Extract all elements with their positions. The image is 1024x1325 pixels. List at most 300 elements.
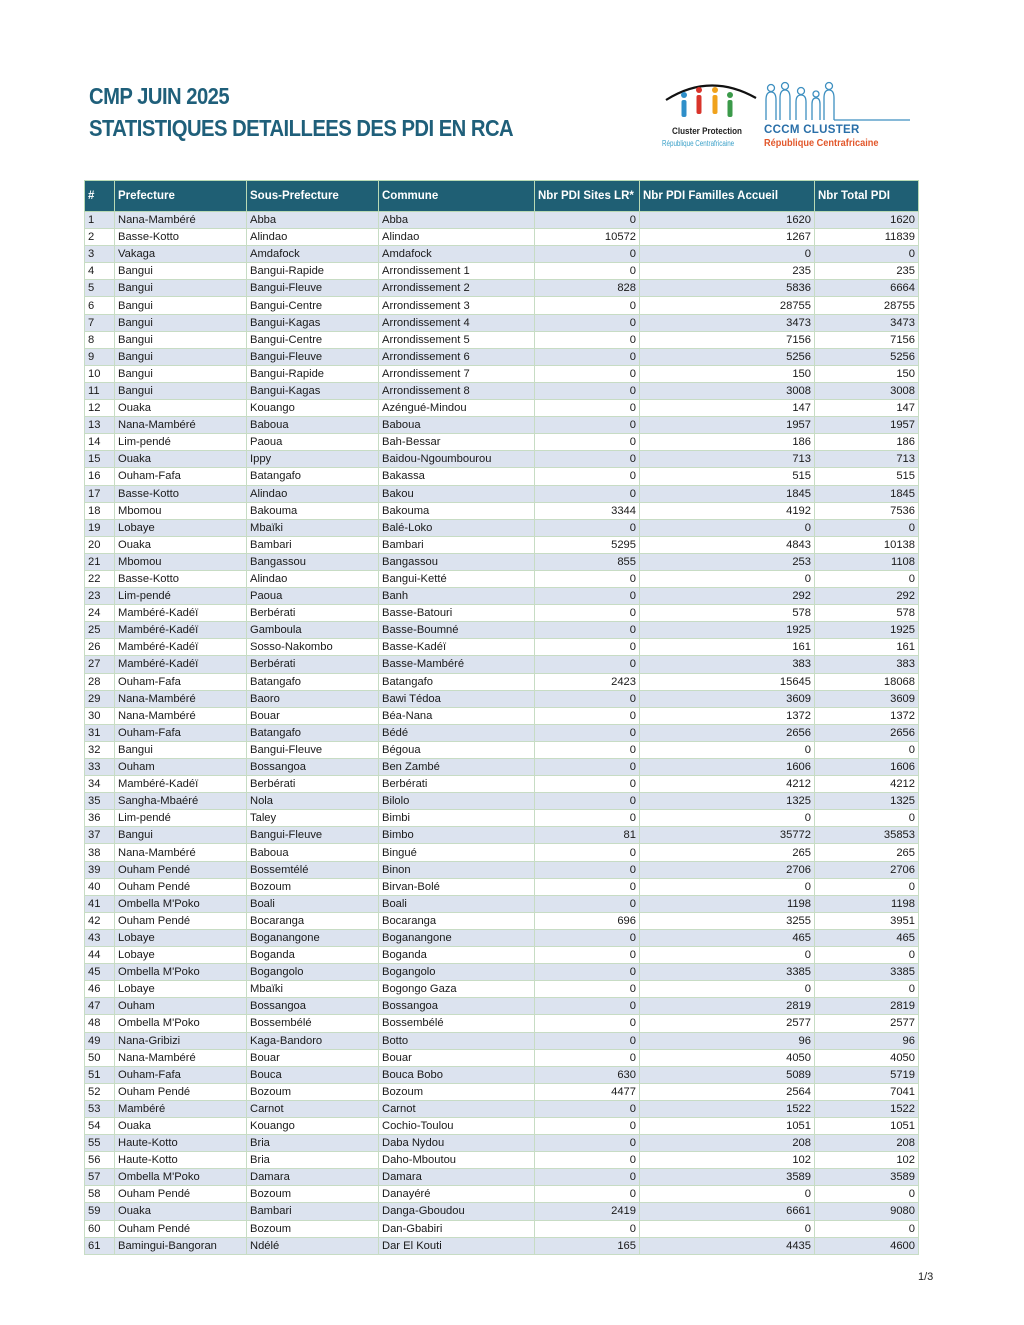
cell-sous-prefecture: Bocaranga <box>247 912 379 929</box>
table-row <box>85 536 919 553</box>
cell-index: 42 <box>85 912 115 929</box>
cell-commune: Danayéré <box>379 1186 535 1203</box>
cell-familles-accueil: 28755 <box>640 297 815 314</box>
cell-prefecture: Bangui <box>115 348 247 365</box>
cell-commune: Bozoum <box>379 1083 535 1100</box>
cell-sites-lr: 0 <box>535 878 640 895</box>
cell-commune: Daho-Mboutou <box>379 1152 535 1169</box>
table-row <box>85 553 919 570</box>
cell-familles-accueil: 3589 <box>640 1169 815 1186</box>
cell-prefecture: Lim-pendé <box>115 810 247 827</box>
cell-prefecture: Ouham Pendé <box>115 912 247 929</box>
cell-index: 19 <box>85 519 115 536</box>
cell-commune: Bossembélé <box>379 1015 535 1032</box>
table-row <box>85 724 919 741</box>
table-body <box>85 212 919 1255</box>
cell-commune: Damara <box>379 1169 535 1186</box>
cell-sites-lr: 0 <box>535 519 640 536</box>
table-row <box>85 878 919 895</box>
cell-familles-accueil: 0 <box>640 741 815 758</box>
partner-logos <box>662 78 912 156</box>
cccm-cluster-subtitle: République Centrafricaine <box>764 138 879 149</box>
table-row <box>85 776 919 793</box>
table-row <box>85 707 919 724</box>
cell-sous-prefecture: Boali <box>247 895 379 912</box>
table-row <box>85 502 919 519</box>
cell-sous-prefecture: Bria <box>247 1135 379 1152</box>
cell-commune: Béa-Nana <box>379 707 535 724</box>
cell-sites-lr: 0 <box>535 246 640 263</box>
cell-sous-prefecture: Bangui-Fleuve <box>247 741 379 758</box>
cell-familles-accueil: 1925 <box>640 622 815 639</box>
cell-index: 40 <box>85 878 115 895</box>
table-row <box>85 434 919 451</box>
cell-index: 16 <box>85 468 115 485</box>
cell-index: 47 <box>85 998 115 1015</box>
cell-familles-accueil: 15645 <box>640 673 815 690</box>
cell-prefecture: Mambéré-Kadéï <box>115 776 247 793</box>
cell-total-pdi: 0 <box>815 1186 919 1203</box>
table-row <box>85 1169 919 1186</box>
cell-familles-accueil: 0 <box>640 878 815 895</box>
report-subtitle: STATISTIQUES DETAILLEES DES PDI EN RCA <box>89 115 514 141</box>
cell-familles-accueil: 3255 <box>640 912 815 929</box>
cell-total-pdi: 515 <box>815 468 919 485</box>
cell-commune: Banh <box>379 588 535 605</box>
cell-sites-lr: 0 <box>535 1135 640 1152</box>
cell-total-pdi: 3951 <box>815 912 919 929</box>
cell-sites-lr: 0 <box>535 622 640 639</box>
cell-prefecture: Mambéré-Kadéï <box>115 622 247 639</box>
cell-commune: Carnot <box>379 1100 535 1117</box>
cell-total-pdi: 1198 <box>815 895 919 912</box>
column-header-sites-lr: Nbr PDI Sites LR* <box>535 181 640 212</box>
cell-familles-accueil: 1845 <box>640 485 815 502</box>
cell-index: 59 <box>85 1203 115 1220</box>
cell-sites-lr: 0 <box>535 741 640 758</box>
cell-sous-prefecture: Bambari <box>247 536 379 553</box>
cell-commune: Bangui-Ketté <box>379 570 535 587</box>
table-row <box>85 485 919 502</box>
cell-familles-accueil: 1620 <box>640 212 815 229</box>
cell-familles-accueil: 35772 <box>640 827 815 844</box>
report-title-block <box>89 80 571 144</box>
cell-sites-lr: 0 <box>535 707 640 724</box>
cell-sous-prefecture: Nola <box>247 793 379 810</box>
cell-sites-lr: 0 <box>535 998 640 1015</box>
cell-familles-accueil: 1957 <box>640 417 815 434</box>
cell-index: 34 <box>85 776 115 793</box>
cell-familles-accueil: 465 <box>640 929 815 946</box>
table-row <box>85 622 919 639</box>
report-title: CMP JUIN 2025 <box>89 83 230 109</box>
table-row <box>85 1135 919 1152</box>
cell-prefecture: Ouaka <box>115 536 247 553</box>
cell-sites-lr: 0 <box>535 1186 640 1203</box>
cell-commune: Cochio-Toulou <box>379 1117 535 1134</box>
cell-total-pdi: 5256 <box>815 348 919 365</box>
cell-sites-lr: 0 <box>535 400 640 417</box>
cell-sous-prefecture: Batangafo <box>247 468 379 485</box>
cell-familles-accueil: 0 <box>640 947 815 964</box>
cell-prefecture: Lim-pendé <box>115 434 247 451</box>
cell-prefecture: Bangui <box>115 365 247 382</box>
table-row <box>85 605 919 622</box>
cell-index: 45 <box>85 964 115 981</box>
cell-commune: Bouar <box>379 1049 535 1066</box>
cell-index: 17 <box>85 485 115 502</box>
table-row <box>85 827 919 844</box>
cell-sites-lr: 10572 <box>535 229 640 246</box>
table-row <box>85 400 919 417</box>
table-row <box>85 639 919 656</box>
cell-commune: Bogongo Gaza <box>379 981 535 998</box>
cell-prefecture: Ouham Pendé <box>115 878 247 895</box>
cell-familles-accueil: 4435 <box>640 1237 815 1254</box>
cell-familles-accueil: 150 <box>640 365 815 382</box>
cell-prefecture: Bangui <box>115 741 247 758</box>
cell-sites-lr: 0 <box>535 212 640 229</box>
cell-sous-prefecture: Bossemtélé <box>247 861 379 878</box>
table-row <box>85 297 919 314</box>
cell-sous-prefecture: Bouar <box>247 1049 379 1066</box>
cell-index: 50 <box>85 1049 115 1066</box>
table-row <box>85 929 919 946</box>
cell-sous-prefecture: Bangui-Kagas <box>247 382 379 399</box>
cell-sites-lr: 630 <box>535 1066 640 1083</box>
cell-familles-accueil: 4843 <box>640 536 815 553</box>
cell-sites-lr: 0 <box>535 331 640 348</box>
cell-prefecture: Mambéré <box>115 1100 247 1117</box>
column-header-total-pdi: Nbr Total PDI <box>815 181 919 212</box>
cell-sous-prefecture: Damara <box>247 1169 379 1186</box>
cell-sous-prefecture: Mbaïki <box>247 981 379 998</box>
cell-sous-prefecture: Bozoum <box>247 878 379 895</box>
cell-total-pdi: 0 <box>815 878 919 895</box>
cell-commune: Basse-Batouri <box>379 605 535 622</box>
cell-index: 52 <box>85 1083 115 1100</box>
cell-sites-lr: 0 <box>535 947 640 964</box>
cell-familles-accueil: 713 <box>640 451 815 468</box>
cell-sous-prefecture: Bria <box>247 1152 379 1169</box>
cell-total-pdi: 6664 <box>815 280 919 297</box>
cell-sites-lr: 0 <box>535 588 640 605</box>
cell-sites-lr: 0 <box>535 964 640 981</box>
cell-index: 44 <box>85 947 115 964</box>
cell-prefecture: Ouaka <box>115 451 247 468</box>
cell-sites-lr: 2419 <box>535 1203 640 1220</box>
cell-index: 20 <box>85 536 115 553</box>
cccm-cluster-name: CCCM CLUSTER <box>764 124 860 136</box>
cell-familles-accueil: 2656 <box>640 724 815 741</box>
cell-total-pdi: 150 <box>815 365 919 382</box>
cell-commune: Arrondissement 6 <box>379 348 535 365</box>
cell-commune: Arrondissement 4 <box>379 314 535 331</box>
cell-commune: Arrondissement 2 <box>379 280 535 297</box>
table-row <box>85 1049 919 1066</box>
cell-familles-accueil: 3609 <box>640 690 815 707</box>
table-row <box>85 947 919 964</box>
cell-prefecture: Bangui <box>115 297 247 314</box>
table-row <box>85 348 919 365</box>
cell-sous-prefecture: Bangassou <box>247 553 379 570</box>
cell-index: 6 <box>85 297 115 314</box>
table-row <box>85 314 919 331</box>
cell-sites-lr: 0 <box>535 314 640 331</box>
cell-total-pdi: 11839 <box>815 229 919 246</box>
cell-sous-prefecture: Paoua <box>247 588 379 605</box>
cell-index: 18 <box>85 502 115 519</box>
cell-prefecture: Ouham <box>115 759 247 776</box>
cell-sites-lr: 0 <box>535 451 640 468</box>
cell-familles-accueil: 292 <box>640 588 815 605</box>
cell-index: 2 <box>85 229 115 246</box>
cell-index: 31 <box>85 724 115 741</box>
cell-prefecture: Ouham Pendé <box>115 1083 247 1100</box>
cell-sites-lr: 5295 <box>535 536 640 553</box>
cell-commune: Boali <box>379 895 535 912</box>
table-row <box>85 1117 919 1134</box>
cell-total-pdi: 1372 <box>815 707 919 724</box>
cell-index: 7 <box>85 314 115 331</box>
cell-sous-prefecture: Bangui-Centre <box>247 331 379 348</box>
cell-sous-prefecture: Baoro <box>247 690 379 707</box>
cell-total-pdi: 5719 <box>815 1066 919 1083</box>
cell-index: 55 <box>85 1135 115 1152</box>
cell-index: 13 <box>85 417 115 434</box>
cell-familles-accueil: 186 <box>640 434 815 451</box>
cell-prefecture: Haute-Kotto <box>115 1135 247 1152</box>
cell-index: 60 <box>85 1220 115 1237</box>
cell-prefecture: Nana-Mambéré <box>115 707 247 724</box>
cell-familles-accueil: 161 <box>640 639 815 656</box>
cell-sous-prefecture: Bozoum <box>247 1083 379 1100</box>
cell-prefecture: Lim-pendé <box>115 588 247 605</box>
table-row <box>85 246 919 263</box>
cell-familles-accueil: 2577 <box>640 1015 815 1032</box>
table-row <box>85 1237 919 1254</box>
cell-familles-accueil: 96 <box>640 1032 815 1049</box>
cell-prefecture: Sangha-Mbaéré <box>115 793 247 810</box>
cell-sous-prefecture: Bangui-Fleuve <box>247 348 379 365</box>
cell-sous-prefecture: Carnot <box>247 1100 379 1117</box>
cell-commune: Bégoua <box>379 741 535 758</box>
cell-index: 58 <box>85 1186 115 1203</box>
cell-commune: Amdafock <box>379 246 535 263</box>
cell-sites-lr: 0 <box>535 793 640 810</box>
cell-total-pdi: 7041 <box>815 1083 919 1100</box>
table-row <box>85 451 919 468</box>
cell-total-pdi: 235 <box>815 263 919 280</box>
cell-familles-accueil: 5256 <box>640 348 815 365</box>
cell-sous-prefecture: Bambari <box>247 1203 379 1220</box>
cell-total-pdi: 0 <box>815 741 919 758</box>
cell-sous-prefecture: Bogangolo <box>247 964 379 981</box>
table-row <box>85 810 919 827</box>
cell-prefecture: Basse-Kotto <box>115 229 247 246</box>
cell-commune: Arrondissement 1 <box>379 263 535 280</box>
cell-total-pdi: 2819 <box>815 998 919 1015</box>
cell-commune: Birvan-Bolé <box>379 878 535 895</box>
cell-prefecture: Bangui <box>115 263 247 280</box>
cell-sites-lr: 0 <box>535 1032 640 1049</box>
cell-total-pdi: 28755 <box>815 297 919 314</box>
cell-sous-prefecture: Bouca <box>247 1066 379 1083</box>
cell-familles-accueil: 147 <box>640 400 815 417</box>
cell-familles-accueil: 253 <box>640 553 815 570</box>
cell-index: 46 <box>85 981 115 998</box>
cell-sous-prefecture: Berbérati <box>247 656 379 673</box>
table-row <box>85 673 919 690</box>
cell-familles-accueil: 2564 <box>640 1083 815 1100</box>
cell-sous-prefecture: Abba <box>247 212 379 229</box>
cell-index: 36 <box>85 810 115 827</box>
cell-sous-prefecture: Sosso-Nakombo <box>247 639 379 656</box>
cluster-protection-subtitle: République Centrafricaine <box>662 139 735 148</box>
cell-sous-prefecture: Baboua <box>247 417 379 434</box>
cell-index: 25 <box>85 622 115 639</box>
cell-total-pdi: 3473 <box>815 314 919 331</box>
cell-index: 28 <box>85 673 115 690</box>
cell-sous-prefecture: Bossangoa <box>247 759 379 776</box>
cell-familles-accueil: 5836 <box>640 280 815 297</box>
cell-total-pdi: 1325 <box>815 793 919 810</box>
cell-commune: Boganda <box>379 947 535 964</box>
cell-familles-accueil: 7156 <box>640 331 815 348</box>
cell-familles-accueil: 0 <box>640 810 815 827</box>
cell-prefecture: Ouham-Fafa <box>115 724 247 741</box>
cell-commune: Alindao <box>379 229 535 246</box>
cell-index: 4 <box>85 263 115 280</box>
cell-index: 57 <box>85 1169 115 1186</box>
cell-commune: Balé-Loko <box>379 519 535 536</box>
cell-commune: Bilolo <box>379 793 535 810</box>
table-row <box>85 468 919 485</box>
cell-prefecture: Ouham Pendé <box>115 1186 247 1203</box>
cell-sites-lr: 165 <box>535 1237 640 1254</box>
cell-prefecture: Basse-Kotto <box>115 570 247 587</box>
table-row <box>85 1152 919 1169</box>
cell-prefecture: Mambéré-Kadéï <box>115 639 247 656</box>
table-row <box>85 981 919 998</box>
cell-index: 10 <box>85 365 115 382</box>
cell-commune: Boganangone <box>379 929 535 946</box>
table-row <box>85 793 919 810</box>
cell-familles-accueil: 265 <box>640 844 815 861</box>
cell-prefecture: Ouham Pendé <box>115 861 247 878</box>
cell-commune: Bah-Bessar <box>379 434 535 451</box>
cell-index: 32 <box>85 741 115 758</box>
table-row <box>85 1083 919 1100</box>
table-row <box>85 331 919 348</box>
cell-index: 15 <box>85 451 115 468</box>
table-row <box>85 212 919 229</box>
cell-index: 21 <box>85 553 115 570</box>
cell-commune: Bakassa <box>379 468 535 485</box>
cell-familles-accueil: 0 <box>640 570 815 587</box>
table-row <box>85 1015 919 1032</box>
cell-sous-prefecture: Bangui-Fleuve <box>247 280 379 297</box>
cell-sous-prefecture: Ndélé <box>247 1237 379 1254</box>
cell-index: 9 <box>85 348 115 365</box>
table-row <box>85 280 919 297</box>
cell-prefecture: Bangui <box>115 382 247 399</box>
cell-index: 37 <box>85 827 115 844</box>
table-row <box>85 588 919 605</box>
cell-familles-accueil: 0 <box>640 981 815 998</box>
cell-commune: Azéngué-Mindou <box>379 400 535 417</box>
cell-sites-lr: 0 <box>535 1220 640 1237</box>
cell-familles-accueil: 0 <box>640 519 815 536</box>
cell-commune: Bocaranga <box>379 912 535 929</box>
cluster-protection-name: Cluster Protection <box>672 126 743 137</box>
cell-commune: Dan-Gbabiri <box>379 1220 535 1237</box>
cell-commune: Basse-Kadéï <box>379 639 535 656</box>
table-row <box>85 861 919 878</box>
cell-sous-prefecture: Alindao <box>247 570 379 587</box>
cell-commune: Botto <box>379 1032 535 1049</box>
cell-total-pdi: 3385 <box>815 964 919 981</box>
table-row <box>85 365 919 382</box>
cell-commune: Basse-Mambéré <box>379 656 535 673</box>
cell-prefecture: Ombella M'Poko <box>115 1015 247 1032</box>
cell-total-pdi: 1925 <box>815 622 919 639</box>
table-row <box>85 690 919 707</box>
cell-index: 3 <box>85 246 115 263</box>
cell-index: 22 <box>85 570 115 587</box>
cell-commune: Bakouma <box>379 502 535 519</box>
page-number: 1/3 <box>918 1271 934 1283</box>
table-row <box>85 519 919 536</box>
cell-sites-lr: 0 <box>535 861 640 878</box>
pdi-statistics-table <box>84 180 919 1255</box>
cell-sous-prefecture: Bangui-Centre <box>247 297 379 314</box>
cell-total-pdi: 292 <box>815 588 919 605</box>
cell-sites-lr: 0 <box>535 929 640 946</box>
cell-prefecture: Bangui <box>115 280 247 297</box>
cell-sites-lr: 855 <box>535 553 640 570</box>
cell-index: 53 <box>85 1100 115 1117</box>
cell-total-pdi: 35853 <box>815 827 919 844</box>
cell-sous-prefecture: Bouar <box>247 707 379 724</box>
cell-prefecture: Nana-Mambéré <box>115 1049 247 1066</box>
cell-familles-accueil: 515 <box>640 468 815 485</box>
cell-total-pdi: 96 <box>815 1032 919 1049</box>
cell-commune: Bouca Bobo <box>379 1066 535 1083</box>
cell-index: 51 <box>85 1066 115 1083</box>
cell-sous-prefecture: Ippy <box>247 451 379 468</box>
cell-prefecture: Bangui <box>115 331 247 348</box>
cell-index: 49 <box>85 1032 115 1049</box>
cell-total-pdi: 186 <box>815 434 919 451</box>
cell-sites-lr: 0 <box>535 1117 640 1134</box>
cell-total-pdi: 1108 <box>815 553 919 570</box>
cell-prefecture: Mambéré-Kadéï <box>115 605 247 622</box>
cell-sites-lr: 2423 <box>535 673 640 690</box>
table-row <box>85 1186 919 1203</box>
cell-prefecture: Bangui <box>115 827 247 844</box>
cell-commune: Bawi Tédoa <box>379 690 535 707</box>
cell-sites-lr: 3344 <box>535 502 640 519</box>
cell-index: 12 <box>85 400 115 417</box>
table-row <box>85 656 919 673</box>
cell-commune: Bimbo <box>379 827 535 844</box>
cell-sites-lr: 828 <box>535 280 640 297</box>
table-row <box>85 229 919 246</box>
cccm-people-outline-icon <box>762 78 912 124</box>
cell-sous-prefecture: Gamboula <box>247 622 379 639</box>
cell-commune: Arrondissement 8 <box>379 382 535 399</box>
